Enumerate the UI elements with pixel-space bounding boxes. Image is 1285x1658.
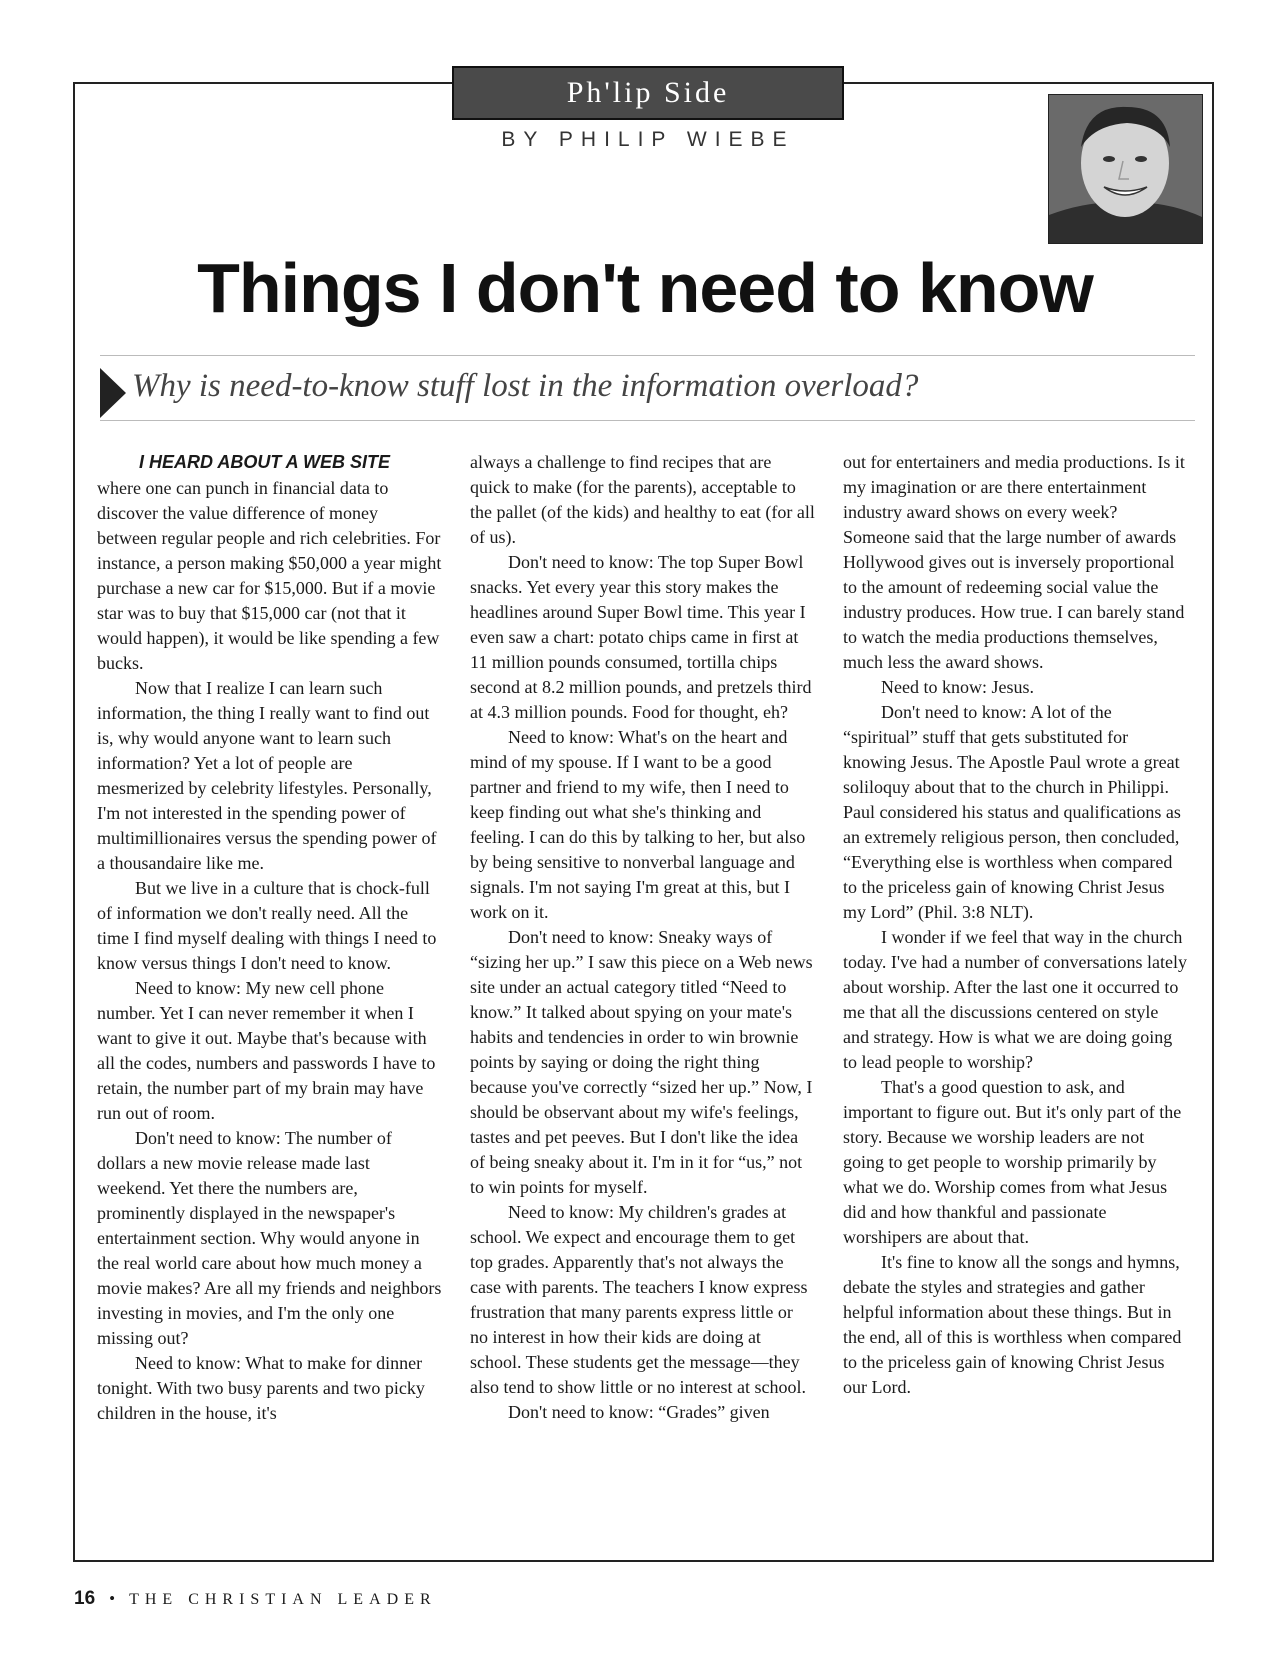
deck-bottom-rule: [100, 420, 1195, 421]
body-column-1: [97, 450, 442, 1426]
body-column-2: [470, 450, 815, 1425]
paragraph: But we live in a culture that is chock-full of information we don't really need. All the time I find myself dealing with things I need to know versus things I don't need to know.: [97, 878, 437, 973]
paragraph: Now that I realize I can learn such information, the thing I really want to find out is, why would anyone want to learn such information? Yet a lot of people are mesmerized by celebrity lifestyles. Personally, I'm not interested in the spending power of multimillionaires versus the spending power of a thousandaire like me.: [97, 678, 437, 873]
article-title: Things I don't need to know: [197, 249, 1093, 327]
paragraph: Need to know: What's on the heart and mind of my spouse. If I want to be a good partner and friend to my wife, then I need to keep finding out what she's thinking and feeling. I can do this by talking to her, but also by being sensitive to nonverbal language and signals. I'm not saying I'm great at this, but I work on it.: [470, 727, 806, 922]
page-footer: [74, 1588, 437, 1610]
deck-arrow-icon: [100, 368, 126, 418]
byline: BY PHILIP WIEBE: [501, 128, 795, 151]
paragraph: Don't need to know: A lot of the “spiritual” stuff that gets substituted for knowing Jesus. The Apostle Paul wrote a great soliloquy about that to the church in Philippi. Paul considered his status and qualifications as an extremely religious person, then concluded, “Everything else is worthless when compared to the priceless gain of knowing Christ Jesus my Lord” (Phil. 3:8 NLT).: [843, 702, 1181, 922]
lead-in: I HEARD ABOUT A WEB SITE: [139, 452, 390, 472]
footer-separator: •: [109, 1589, 116, 1608]
paragraph: I wonder if we feel that way in the church today. I've had a number of conversations lately about worship. After the last one it occurred to me that all the discussions centered on style and strategy. How is what we are doing going to lead people to worship?: [843, 927, 1187, 1072]
paragraph: Need to know: My children's grades at school. We expect and encourage them to get top grades. Apparently that's not always the case with parents. The teachers I know express frustration that many parents express little or no interest in how their kids are doing at school. These students get the message—they also tend to show little or no interest at school.: [470, 1202, 808, 1397]
paragraph: Don't need to know: “Grades” given: [508, 1402, 770, 1422]
paragraph: Don't need to know: The number of dollars a new movie release made last weekend. Yet there the numbers are, prominently displayed in the newspaper's entertainment section. Why would anyone in the real world care about how much money a movie makes? Are all my friends and neighbors investing in movies, and I'm the only one missing out?: [97, 1128, 442, 1348]
author-photo: [1048, 94, 1203, 244]
author-portrait-image: [1049, 95, 1202, 243]
paragraph: That's a good question to ask, and important to figure out. But it's only part of the story. Because we worship leaders are not going to get people to worship primarily by what we do. Worship comes from what Jesus did and how thankful and passionate worshipers are about that.: [843, 1077, 1182, 1247]
publication-name: THE CHRISTIAN LEADER: [129, 1591, 437, 1608]
paragraph: Need to know: My new cell phone number. Yet I can never remember it when I want to give it out. Maybe that's because with all the codes, numbers and passwords I have to retain, the number part of my brain may have run out of room.: [97, 978, 436, 1123]
body-column-3: [843, 450, 1188, 1400]
deck-top-rule: [100, 355, 1195, 356]
article-deck: Why is need-to-know stuff lost in the information overload?: [132, 368, 919, 404]
paragraph: always a challenge to find recipes that are quick to make (for the parents), acceptable to the pallet (of the kids) and healthy to eat (for all of us).: [470, 452, 815, 547]
paragraph: Don't need to know: The top Super Bowl snacks. Yet every year this story makes the headlines around Super Bowl time. This year I even saw a chart: potato chips came in first at 11 million pounds consumed, tortilla chips second at 8.2 million pounds, and pretzels third at 4.3 million pounds. Food for thought, eh?: [470, 552, 812, 722]
paragraph: where one can punch in financial data to discover the value difference of money between regular people and rich celebrities. For instance, a person making $50,000 a year might purchase a new car for $15,000. But if a movie star was to buy that $15,000 car (not that it would happen), it would be like spending a few bucks.: [97, 478, 442, 673]
paragraph: Need to know: What to make for dinner tonight. With two busy parents and two picky children in the house, it's: [97, 1353, 425, 1423]
paragraph: Don't need to know: Sneaky ways of “sizing her up.” I saw this piece on a Web news site under an actual category titled “Need to know.” It talked about spying on your mate's habits and tendencies in order to win brownie points by saying or doing the right thing because you've correctly “sized her up.” Now, I should be observant about my wife's feelings, tastes and pet peeves. But I don't like the idea of being sneaky about it. I'm in it for “us,” not to win points for myself.: [470, 927, 813, 1197]
page-number: 16: [74, 1588, 96, 1609]
paragraph: It's fine to know all the songs and hymns, debate the styles and strategies and gather helpful information about these things. But in the end, all of this is worthless when compared to the priceless gain of knowing Christ Jesus our Lord.: [843, 1252, 1182, 1397]
column-name-tab: [452, 66, 844, 120]
paragraph: out for entertainers and media productions. Is it my imagination or are there entertainment industry award shows on every week? Someone said that the large number of awards Hollywood gives out is inversely proportional to the amount of redeeming social value the industry produces. How true. I can barely stand to watch the media productions themselves, much less the award shows.: [843, 452, 1185, 672]
column-name: Ph'lip Side: [566, 76, 730, 109]
paragraph: Need to know: Jesus.: [881, 677, 1034, 697]
